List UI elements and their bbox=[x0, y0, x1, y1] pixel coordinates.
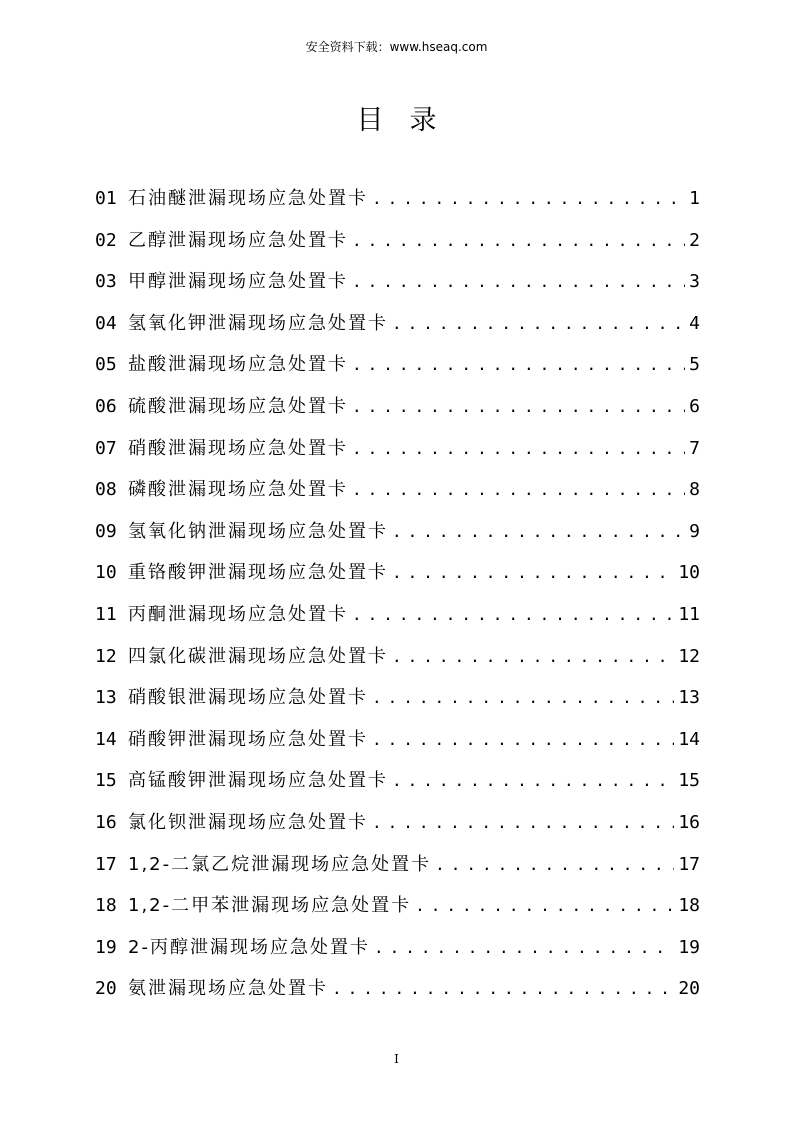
footer-page-number: I bbox=[394, 1052, 399, 1066]
toc-dot-leader bbox=[352, 261, 685, 303]
toc-entry-label: 硫酸泄漏现场应急处置卡 bbox=[128, 395, 348, 417]
toc-entry-label: 磷酸泄漏现场应急处置卡 bbox=[128, 479, 348, 501]
toc-dot-leader bbox=[374, 927, 674, 969]
page-header: 安全资料下载：www.hseaq.com bbox=[305, 40, 488, 54]
toc-entry-page: 20 bbox=[678, 978, 700, 1000]
toc-entry-label: 乙醇泄漏现场应急处置卡 bbox=[128, 229, 348, 251]
toc-dot-leader bbox=[392, 552, 674, 594]
toc-entry-number: 20 bbox=[95, 978, 117, 1000]
toc-dot-leader bbox=[352, 386, 685, 428]
toc-entry-number: 11 bbox=[95, 603, 117, 625]
toc-entry-number: 17 bbox=[95, 853, 117, 875]
toc-entry-number: 05 bbox=[95, 354, 117, 376]
toc-entry-page: 10 bbox=[678, 562, 700, 584]
toc-dot-leader bbox=[392, 636, 674, 678]
toc-entry-page: 3 bbox=[689, 271, 700, 293]
toc-entry-18[interactable] bbox=[95, 885, 700, 927]
toc-entry-20[interactable] bbox=[95, 968, 700, 1010]
toc-entry-page: 4 bbox=[689, 312, 700, 334]
toc-entry-page: 8 bbox=[689, 479, 700, 501]
toc-entry-number: 08 bbox=[95, 479, 117, 501]
toc-entry-06[interactable] bbox=[95, 386, 700, 428]
toc-entry-label: 重铬酸钾泄漏现场应急处置卡 bbox=[128, 562, 388, 584]
toc-entry-08[interactable] bbox=[95, 469, 700, 511]
toc-dot-leader bbox=[372, 802, 674, 844]
toc-dot-leader bbox=[372, 178, 685, 220]
toc-entry-19[interactable] bbox=[95, 927, 700, 969]
toc-entry-11[interactable] bbox=[95, 594, 700, 636]
toc-entry-label: 高锰酸钾泄漏现场应急处置卡 bbox=[128, 770, 388, 792]
toc-entry-15[interactable] bbox=[95, 760, 700, 802]
toc-entry-number: 18 bbox=[95, 895, 117, 917]
toc-entry-07[interactable] bbox=[95, 428, 700, 470]
toc-entry-number: 03 bbox=[95, 271, 117, 293]
toc-entry-label: 氢氧化钠泄漏现场应急处置卡 bbox=[128, 520, 388, 542]
toc-entry-label: 硝酸钾泄漏现场应急处置卡 bbox=[128, 728, 368, 750]
toc-entry-number: 15 bbox=[95, 770, 117, 792]
toc-entry-03[interactable] bbox=[95, 261, 700, 303]
toc-entry-label: 1,2-二氯乙烷泄漏现场应急处置卡 bbox=[128, 853, 432, 875]
toc-entry-page: 9 bbox=[689, 520, 700, 542]
toc-entry-number: 19 bbox=[95, 936, 117, 958]
toc-entry-page: 13 bbox=[678, 687, 700, 709]
toc-dot-leader bbox=[332, 968, 674, 1010]
toc-entry-page: 5 bbox=[689, 354, 700, 376]
table-of-contents bbox=[95, 178, 700, 1010]
toc-entry-number: 04 bbox=[95, 312, 117, 334]
toc-entry-label: 1,2-二甲苯泄漏现场应急处置卡 bbox=[128, 895, 412, 917]
toc-dot-leader bbox=[352, 428, 685, 470]
toc-entry-number: 01 bbox=[95, 188, 117, 209]
toc-entry-01[interactable] bbox=[95, 178, 700, 220]
toc-dot-leader bbox=[372, 719, 674, 761]
toc-dot-leader bbox=[435, 844, 674, 886]
toc-entry-page: 7 bbox=[689, 437, 700, 459]
toc-entry-number: 02 bbox=[95, 229, 117, 251]
page-title: 目录 bbox=[356, 105, 463, 136]
toc-entry-09[interactable] bbox=[95, 511, 700, 553]
toc-entry-number: 13 bbox=[95, 687, 117, 709]
toc-entry-page: 19 bbox=[678, 936, 700, 958]
toc-dot-leader bbox=[372, 677, 674, 719]
toc-entry-number: 07 bbox=[95, 437, 117, 459]
toc-dot-leader bbox=[392, 760, 674, 802]
toc-entry-label: 硝酸泄漏现场应急处置卡 bbox=[128, 437, 348, 459]
toc-dot-leader bbox=[415, 885, 674, 927]
toc-entry-label: 甲醇泄漏现场应急处置卡 bbox=[128, 271, 348, 293]
toc-entry-label: 四氯化碳泄漏现场应急处置卡 bbox=[128, 645, 388, 667]
toc-entry-label: 2-丙醇泄漏现场应急处置卡 bbox=[128, 936, 370, 958]
toc-dot-leader bbox=[352, 220, 685, 262]
toc-entry-page: 18 bbox=[678, 895, 700, 917]
toc-entry-page: 2 bbox=[689, 229, 700, 251]
toc-entry-page: 6 bbox=[689, 395, 700, 417]
toc-entry-number: 14 bbox=[95, 728, 117, 750]
toc-entry-label: 硝酸银泄漏现场应急处置卡 bbox=[128, 687, 368, 709]
toc-entry-label: 盐酸泄漏现场应急处置卡 bbox=[128, 354, 348, 376]
toc-entry-page: 11 bbox=[678, 603, 700, 625]
toc-entry-05[interactable] bbox=[95, 344, 700, 386]
toc-entry-number: 09 bbox=[95, 520, 117, 542]
toc-entry-02[interactable] bbox=[95, 220, 700, 262]
toc-dot-leader bbox=[352, 594, 674, 636]
toc-entry-page: 17 bbox=[678, 853, 700, 875]
toc-entry-14[interactable] bbox=[95, 719, 700, 761]
toc-entry-number: 10 bbox=[95, 562, 117, 584]
toc-dot-leader bbox=[352, 344, 685, 386]
toc-entry-number: 06 bbox=[95, 395, 117, 417]
toc-entry-page: 1 bbox=[689, 188, 700, 209]
toc-entry-number: 16 bbox=[95, 811, 117, 833]
toc-entry-10[interactable] bbox=[95, 552, 700, 594]
toc-entry-17[interactable] bbox=[95, 844, 700, 886]
toc-entry-page: 14 bbox=[678, 728, 700, 750]
toc-entry-04[interactable] bbox=[95, 303, 700, 345]
toc-entry-16[interactable] bbox=[95, 802, 700, 844]
toc-entry-label: 丙酮泄漏现场应急处置卡 bbox=[128, 603, 348, 625]
toc-dot-leader bbox=[352, 469, 685, 511]
toc-entry-13[interactable] bbox=[95, 677, 700, 719]
toc-entry-number: 12 bbox=[95, 645, 117, 667]
toc-entry-label: 氯化钡泄漏现场应急处置卡 bbox=[128, 811, 368, 833]
toc-entry-label: 石油醚泄漏现场应急处置卡 bbox=[128, 188, 368, 209]
toc-entry-label: 氨泄漏现场应急处置卡 bbox=[128, 978, 328, 1000]
toc-entry-page: 16 bbox=[678, 811, 700, 833]
toc-entry-page: 15 bbox=[678, 770, 700, 792]
toc-entry-12[interactable] bbox=[95, 636, 700, 678]
toc-dot-leader bbox=[392, 303, 685, 345]
toc-entry-label: 氢氧化钾泄漏现场应急处置卡 bbox=[128, 312, 388, 334]
toc-entry-page: 12 bbox=[678, 645, 700, 667]
toc-dot-leader bbox=[392, 511, 685, 553]
